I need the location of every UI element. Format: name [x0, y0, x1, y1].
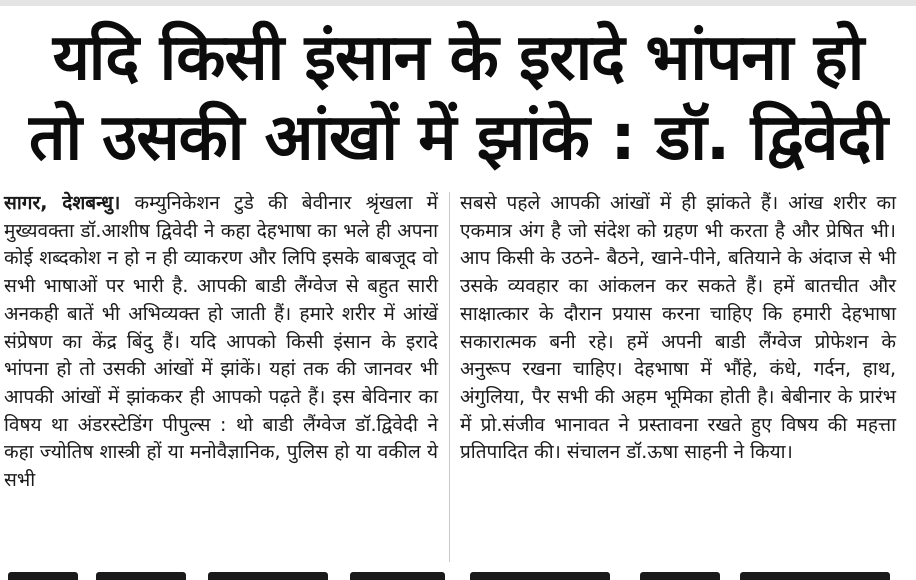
- headline-line-1: यदि किसी इंसान के इरादे भांपना हो: [52, 21, 864, 95]
- left-column-body: कम्युनिकेशन टुडे की बेवीनार श्रृंखला में मुख्यवक्ता डॉ.आशीष द्विवेदी ने कहा देहभाषा का भले ही अपना कोई शब्दकोश न हो न ही व्याकरण और लिपि इसके बाबजूद वो सभी भाषाओं पर भारी है. आपकी बाडी लैंग्वेज से बहुत सारी अनकही बातें भी अभिव्यक्त हो जाती हैं। हमारे शरीर में आंखें संप्रेषण का केंद्र बिंदु हैं। यदि आपको किसी इंसान के इरादे भांपना हो तो उसकी आंखों में झांकें। यहां तक की जानवर भी आपकी आंखों में झांककर ही आपको पढ़ते हैं। इस बेविनार का विषय था अंडरस्टेडिंग पीपुल्स : थो बाडी लैंग्वेज डॉ.द्विवेदी ने कहा ज्योतिष शास्त्री हों या मनोवैज्ञानिक, पुलिस हो या वकील ये सभी: [4, 192, 438, 492]
- dateline: सागर, देशबन्धु।: [4, 192, 121, 214]
- next-headline-fragment: [0, 568, 916, 580]
- headline-line-2: तो उसकी आंखों में झांके : डॉ. द्विवेदी: [28, 101, 888, 175]
- top-rule: [0, 0, 916, 6]
- headline: [0, 18, 916, 178]
- right-column-body: सबसे पहले आपकी आंखों में ही झांकते हैं। आंख शरीर का एकमात्र अंग है जो संदेश को ग्रहण भी करता है और प्रेषित भी। आप किसी के उठने- बैठने, खाने-पीने, बतियाने के अंदाज से भी उसके व्यवहार का आंकलन कर सकते हैं। हमें बातचीत और साक्षात्कार के दौरान प्रयास करना चाहिए कि हमारी देहभाषा सकारात्मक बनी रहे। हमें अपनी बाडी लैंग्वेज प्रोफेशन के अनुरूप रखना चाहिए। देहभाषा में भौंहे, कंधे, गर्दन, हाथ, अंगुलिया, पैर सभी की अहम भूमिका होती है। बेबीनार के प्रारंभ में प्रो.संजीव भानावत ने प्रस्तावना रखते हुए विषय की महत्ता प्रतिपादित की। संचालन डॉ.ऊषा साहनी ने किया।: [460, 192, 896, 464]
- article-column-right: [460, 190, 896, 467]
- article-column-left: [4, 190, 438, 495]
- column-divider: [449, 192, 450, 562]
- left-paragraph: [4, 190, 438, 495]
